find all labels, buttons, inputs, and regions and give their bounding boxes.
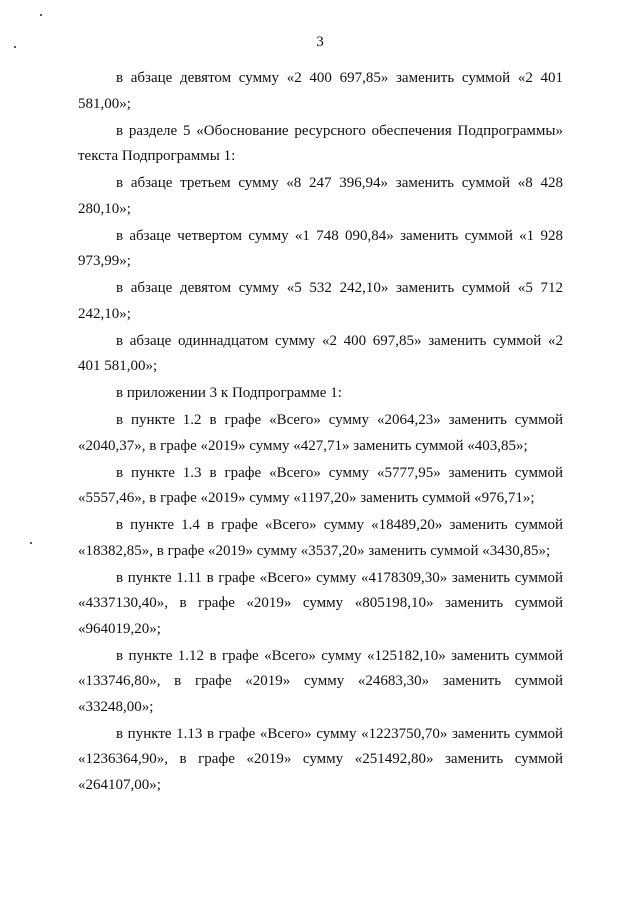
paragraph-11: в пункте 1.11 в графе «Всего» сумму «4178309,30» заменить суммой «4337130,40», в графе «2019» сумму «805198,10» заменить суммой «964019,20»; [78,569,563,637]
paragraph-7: в приложении 3 к Подпрограмме 1: [116,385,342,401]
paragraph-1: в абзаце девятом сумму «2 400 697,85» заменить суммой «2 401 581,00»; [78,70,563,112]
document-body [78,66,563,800]
paragraph-10: в пункте 1.4 в графе «Всего» сумму «18489,20» заменить суммой «18382,85», в графе «2019» сумму «3537,20» заменить суммой «3430,85»; [78,517,563,559]
paragraph-9: в пункте 1.3 в графе «Всего» сумму «5777,95» заменить суммой «5557,46», в графе «2019» сумму «1197,20» заменить суммой «976,71»; [78,464,563,506]
paragraph-13: в пункте 1.13 в графе «Всего» сумму «1223750,70» заменить суммой «1236364,90», в графе «2019» сумму «251492,80» заменить суммой «264107,00»; [78,725,563,793]
paragraph-8: в пункте 1.2 в графе «Всего» сумму «2064,23» заменить суммой «2040,37», в графе «2019» сумму «427,71» заменить суммой «403,85»; [78,412,563,454]
paragraph-5: в абзаце девятом сумму «5 532 242,10» заменить суммой «5 712 242,10»; [78,280,563,322]
page-number: 3 [316,34,324,50]
paragraph-2: в разделе 5 «Обоснование ресурсного обеспечения Подпрограммы» текста Подпрограммы 1: [78,122,563,164]
scan-speck [30,542,32,544]
paragraph-3: в абзаце третьем сумму «8 247 396,94» заменить суммой «8 428 280,10»; [78,175,563,217]
scan-speck [40,14,42,16]
paragraph-4: в абзаце четвертом сумму «1 748 090,84» заменить суммой «1 928 973,99»; [78,227,563,269]
paragraph-12: в пункте 1.12 в графе «Всего» сумму «125182,10» заменить суммой «133746,80», в графе «2019» сумму «24683,30» заменить суммой «33248,00»; [78,647,563,715]
paragraph-6: в абзаце одиннадцатом сумму «2 400 697,85» заменить суммой «2 401 581,00»; [78,332,563,374]
